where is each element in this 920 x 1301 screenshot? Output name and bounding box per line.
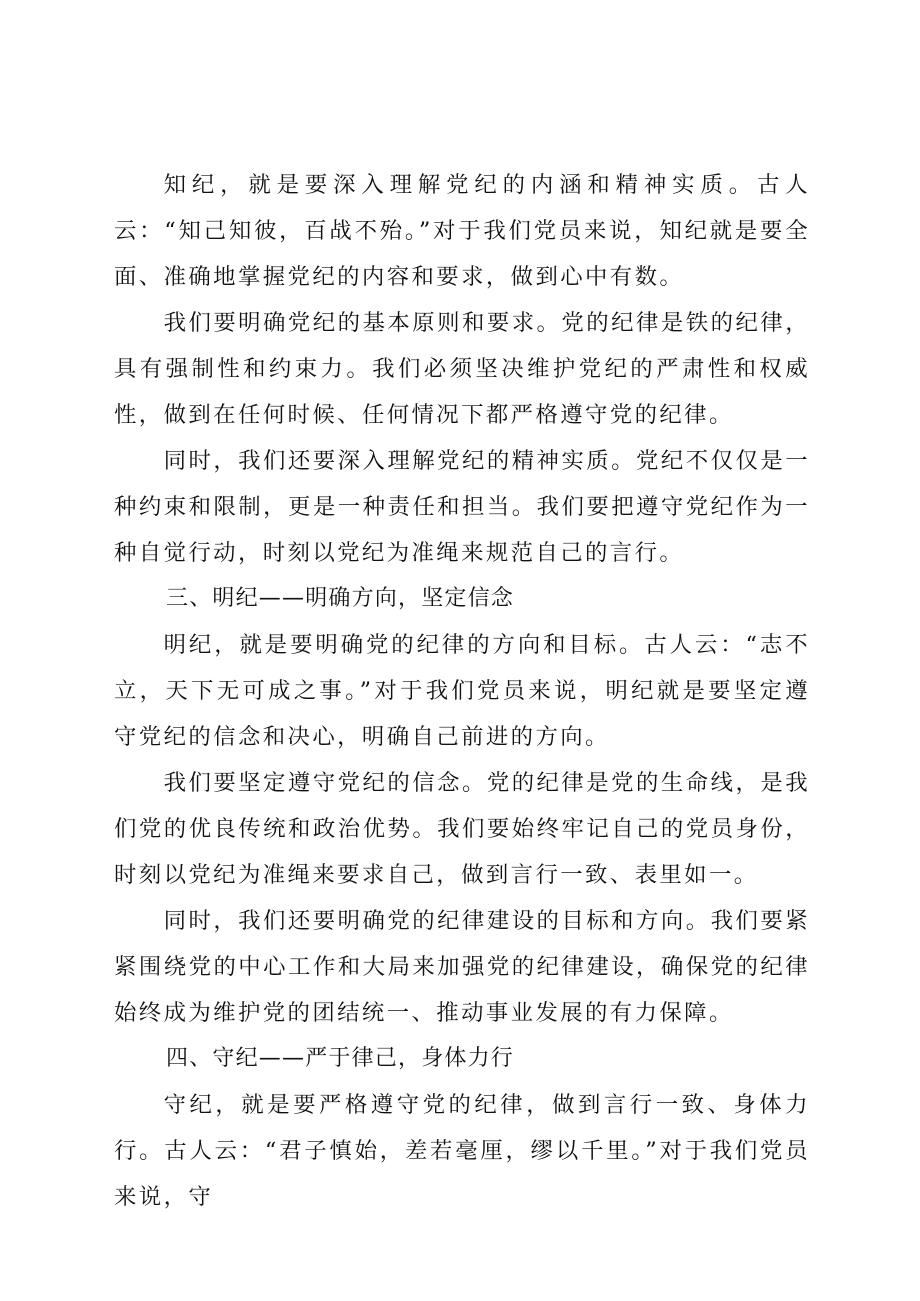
paragraph-shouji-definition: 守纪，就是要严格遵守党的纪律，做到言行一致、身体力行。古人云：“君子慎始，差若毫厘，缪以千里。”对于我们党员来说，守: [114, 1092, 810, 1210]
section-heading-mingji: 三、明纪——明确方向，坚定信念: [166, 586, 515, 611]
document-body: [114, 162, 810, 1220]
paragraph-zhiji-definition: 知纪，就是要深入理解党纪的内涵和精神实质。古人云：“知己知彼，百战不殆。”对于我们党员来说，知纪就是要全面、准确地掌握党纪的内容和要求，做到心中有数。: [114, 172, 810, 290]
paragraph-principles: 我们要明确党纪的基本原则和要求。党的纪律是铁的纪律，具有强制性和约束力。我们必须坚决维护党纪的严肃性和权威性，做到在任何时候、任何情况下都严格遵守党的纪律。: [114, 310, 810, 428]
paragraph-goal-direction: 同时，我们还要明确党的纪律建设的目标和方向。我们要紧紧围绕党的中心工作和大局来加强党的纪律建设，确保党的纪律始终成为维护党的团结统一、推动事业发展的有力保障。: [114, 908, 810, 1026]
paragraph-spirit: 同时，我们还要深入理解党纪的精神实质。党纪不仅仅是一种约束和限制，更是一种责任和担当。我们要把遵守党纪作为一种自觉行动，时刻以党纪为准绳来规范自己的言行。: [114, 448, 810, 566]
paragraph-mingji-definition: 明纪，就是要明确党的纪律的方向和目标。古人云：“志不立，天下无可成之事。”对于我们党员来说，明纪就是要坚定遵守党纪的信念和决心，明确自己前进的方向。: [114, 632, 810, 750]
section-heading-shouji: 四、守纪——严于律己，身体力行: [166, 1046, 515, 1071]
paragraph-belief: 我们要坚定遵守党纪的信念。党的纪律是党的生命线，是我们党的优良传统和政治优势。我们要始终牢记自己的党员身份，时刻以党纪为准绳来要求自己，做到言行一致、表里如一。: [114, 770, 810, 888]
